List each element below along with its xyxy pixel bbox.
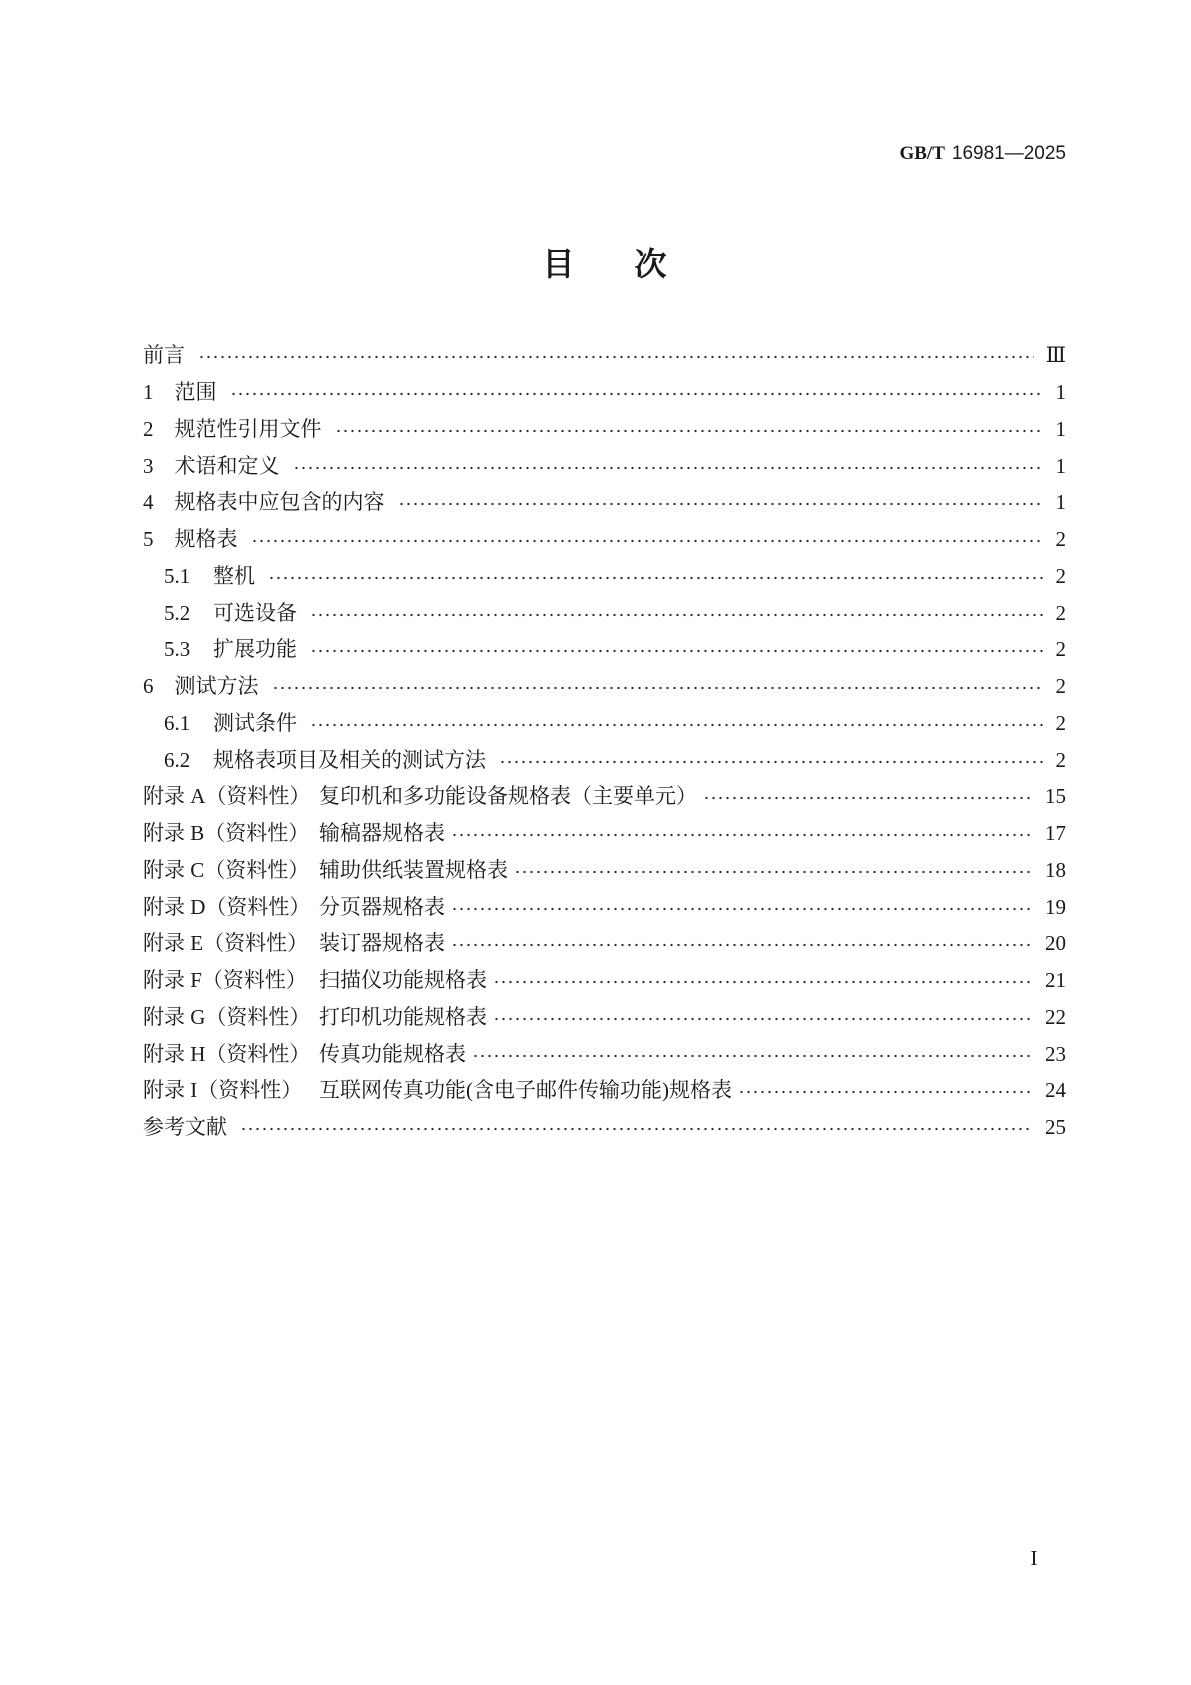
toc-entry-scope	[143, 374, 1066, 411]
toc-entry-title: 规格表中应包含的内容	[174, 490, 385, 515]
toc-entry-number: 5.3	[164, 637, 191, 662]
toc-entry-page: 21	[1045, 968, 1066, 993]
dot-leader	[493, 1017, 1033, 1021]
toc-entry-appendix-g	[143, 999, 1066, 1036]
toc-entry-page: Ⅲ	[1045, 343, 1066, 368]
toc-appendix-label: 附录 G（资料性）	[143, 1004, 311, 1029]
toc-entry-appendix-c	[143, 852, 1066, 889]
toc-entry-title: 可选设备	[213, 600, 297, 625]
toc-entry-title: 规格表项目及相关的测试方法	[213, 747, 486, 772]
toc-entry-appendix-e	[143, 925, 1066, 962]
toc-entry-title: 输稿器规格表	[319, 821, 445, 846]
toc-entry-page: 2	[1055, 710, 1066, 735]
toc-entry-title: 测试方法	[174, 674, 259, 699]
dot-leader	[251, 539, 1044, 543]
toc-entry-title: 整机	[213, 563, 255, 588]
toc-entry-specification-contents	[143, 484, 1066, 521]
toc-entry-page: 2	[1055, 600, 1066, 625]
toc-entry-page: 2	[1055, 563, 1066, 588]
toc-entry-number: 1	[143, 380, 154, 405]
toc-entry-title: 术语和定义	[174, 453, 280, 478]
toc-entry-title: 传真功能规格表	[319, 1041, 466, 1066]
toc-entry-appendix-i	[143, 1072, 1066, 1109]
toc-entry-appendix-f	[143, 962, 1066, 999]
toc-appendix-label: 附录 A（资料性）	[143, 784, 311, 809]
dot-leader	[451, 943, 1033, 947]
toc-entry-test-methods	[143, 668, 1066, 705]
dot-leader	[703, 796, 1033, 800]
toc-entry-title: 装订器规格表	[319, 931, 445, 956]
toc-entry-terms-and-definitions	[143, 447, 1066, 484]
page-number: I	[1030, 1546, 1038, 1570]
dot-leader	[230, 392, 1044, 396]
toc-entry-extended-functions	[143, 631, 1066, 668]
toc-entry-optional-equipment	[143, 594, 1066, 631]
toc-entry-page: 15	[1045, 784, 1066, 809]
toc-entry-page: 2	[1055, 527, 1066, 552]
toc-entry-title: 规格表	[174, 527, 238, 552]
dot-leader	[198, 355, 1034, 359]
toc-entry-page: 1	[1055, 453, 1066, 478]
toc-entry-title: 规范性引用文件	[174, 416, 322, 441]
toc-entry-normative-references	[143, 411, 1066, 448]
toc-entry-specification-sheets	[143, 521, 1066, 558]
toc-entry-page: 2	[1055, 637, 1066, 662]
toc-appendix-label: 附录 E（资料性）	[143, 931, 309, 956]
toc-entry-number: 2	[143, 416, 154, 441]
toc-entry-page: 2	[1055, 747, 1066, 772]
toc-appendix-label: 附录 B（资料性）	[143, 821, 310, 846]
toc-entry-number: 6.1	[164, 710, 191, 735]
toc-entry-number: 5.1	[164, 563, 191, 588]
standard-code-number: 16981—2025	[951, 143, 1066, 164]
dot-leader	[451, 833, 1033, 837]
toc-appendix-label: 附录 H（资料性）	[143, 1041, 311, 1066]
dot-leader	[310, 649, 1044, 653]
toc-appendix-label: 附录 D（资料性）	[143, 894, 311, 919]
toc-entry-page: 22	[1045, 1004, 1066, 1029]
toc-entry-page: 24	[1045, 1078, 1066, 1103]
dot-leader	[272, 686, 1044, 690]
toc-entry-page: 1	[1055, 380, 1066, 405]
dot-leader	[398, 502, 1044, 506]
dot-leader	[240, 1127, 1033, 1131]
toc-entry-title: 复印机和多功能设备规格表（主要单元）	[319, 784, 697, 809]
dot-leader	[310, 723, 1044, 727]
toc-entry-title: 范围	[174, 380, 217, 405]
toc-entry-title: 分页器规格表	[319, 894, 445, 919]
toc-entry-number: 5.2	[164, 600, 191, 625]
toc-entry-title: 测试条件	[213, 710, 297, 735]
toc-entry-page: 17	[1045, 821, 1066, 846]
toc-entry-appendix-a	[143, 778, 1066, 815]
toc-entry-page: 25	[1045, 1115, 1066, 1140]
dot-leader	[493, 980, 1033, 984]
standard-code-prefix: GB/T	[899, 143, 945, 164]
dot-leader	[293, 466, 1044, 470]
toc-entry-page: 20	[1045, 931, 1066, 956]
toc-entry-specification-items-and-test-methods	[143, 741, 1066, 778]
toc-entry-foreword	[143, 337, 1066, 374]
toc-entry-title: 辅助供纸装置规格表	[319, 857, 508, 882]
toc-appendix-label: 附录 C（资料性）	[143, 857, 310, 882]
toc-entry-appendix-b	[143, 815, 1066, 852]
dot-leader	[472, 1054, 1033, 1058]
dot-leader	[738, 1090, 1033, 1094]
toc-entry-number: 6.2	[164, 747, 191, 772]
toc-entry-page: 23	[1045, 1041, 1066, 1066]
standard-code-header	[899, 142, 1066, 166]
dot-leader	[514, 870, 1033, 874]
toc-entry-appendix-h	[143, 1035, 1066, 1072]
table-of-contents	[143, 337, 1066, 1146]
toc-entry-appendix-d	[143, 888, 1066, 925]
toc-entry-number: 5	[143, 527, 154, 552]
dot-leader	[499, 760, 1044, 764]
page-title: 目次	[542, 245, 727, 283]
toc-entry-test-conditions	[143, 705, 1066, 742]
toc-entry-number: 3	[143, 453, 154, 478]
toc-entry-title: 扩展功能	[213, 637, 297, 662]
toc-entry-page: 1	[1055, 490, 1066, 515]
toc-entry-title: 前言	[143, 343, 185, 368]
toc-entry-number: 4	[143, 490, 154, 515]
dot-leader	[268, 576, 1044, 580]
toc-entry-page: 19	[1045, 894, 1066, 919]
toc-entry-title: 互联网传真功能(含电子邮件传输功能)规格表	[319, 1078, 732, 1103]
toc-appendix-label: 附录 I（资料性）	[143, 1078, 303, 1103]
dot-leader	[335, 429, 1044, 433]
toc-entry-number: 6	[143, 674, 154, 699]
toc-entry-title: 打印机功能规格表	[319, 1004, 487, 1029]
toc-entry-page: 2	[1055, 674, 1066, 699]
dot-leader	[451, 907, 1033, 911]
toc-entry-title: 扫描仪功能规格表	[319, 968, 487, 993]
toc-entry-title: 参考文献	[143, 1115, 227, 1140]
toc-entry-page: 1	[1055, 416, 1066, 441]
dot-leader	[310, 613, 1044, 617]
toc-entry-bibliography	[143, 1109, 1066, 1146]
toc-entry-page: 18	[1045, 857, 1066, 882]
toc-appendix-label: 附录 F（资料性）	[143, 968, 307, 993]
toc-entry-complete-machine	[143, 558, 1066, 595]
